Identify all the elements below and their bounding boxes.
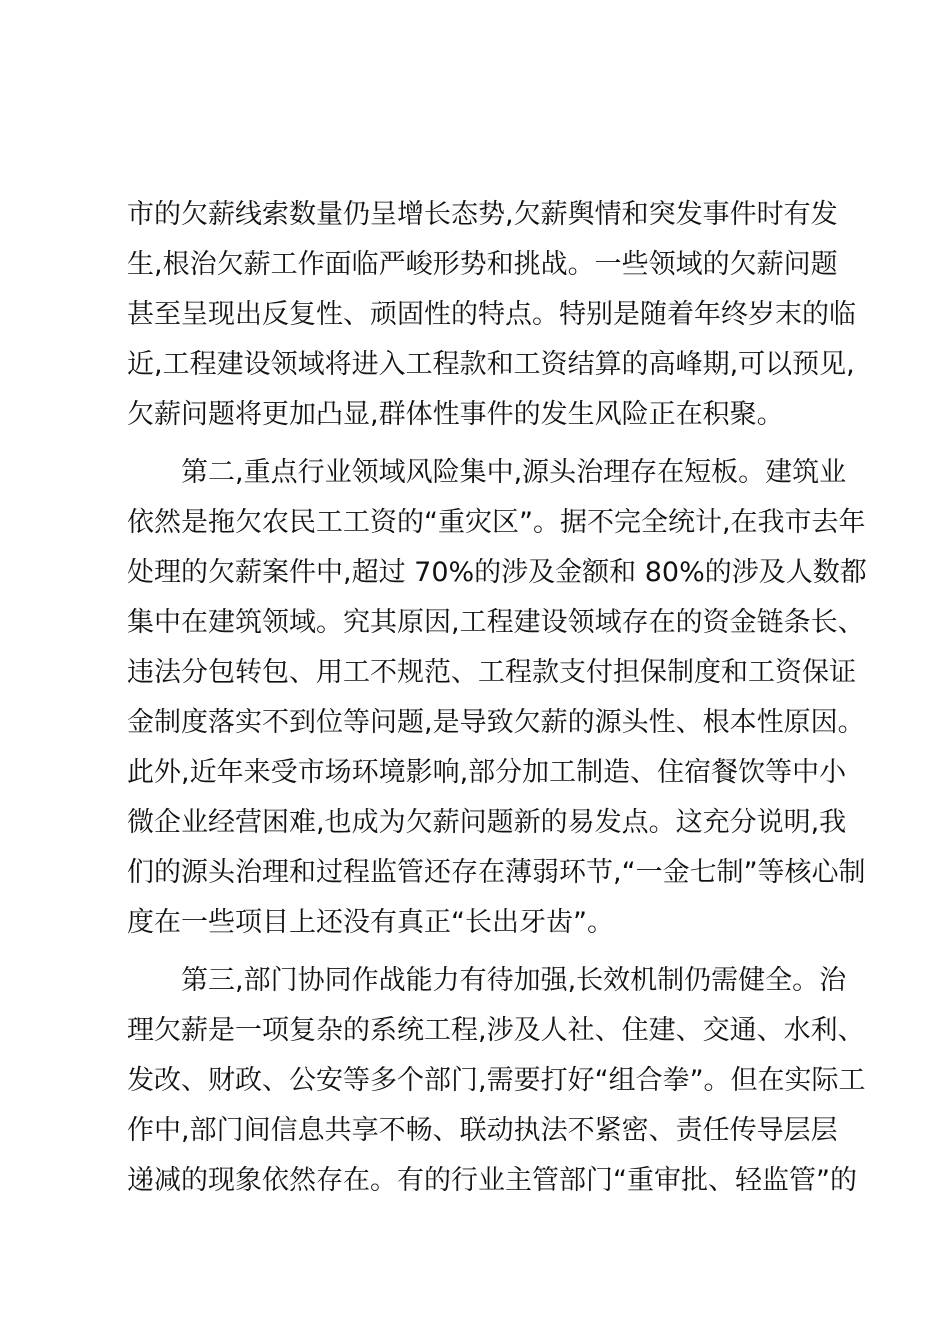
text-line: 金制度落实不到位等问题,是导致欠薪的源头性、根本性原因。 bbox=[127, 707, 865, 738]
text-line: 第二,重点行业领域风险集中,源头治理存在短板。建筑业 bbox=[181, 457, 847, 488]
text-line: 们的源头治理和过程监管还存在薄弱环节,“一金七制”等核心制 bbox=[127, 857, 866, 888]
text-line: 第三,部门协同作战能力有待加强,长效机制仍需健全。治 bbox=[181, 965, 847, 996]
paragraph-3 bbox=[127, 956, 866, 1206]
document-body bbox=[127, 190, 867, 1214]
text-line: 依然是拖欠农民工工资的“重灾区”。据不完全统计,在我市去年 bbox=[127, 507, 866, 538]
text-line: 发改、财政、公安等多个部门,需要打好“组合拳”。但在实际工 bbox=[127, 1065, 866, 1096]
text-line: 度在一些项目上还没有真正“长出牙齿”。 bbox=[127, 907, 614, 938]
text-line: 甚至呈现出反复性、顽固性的特点。特别是随着年终岁末的临 bbox=[127, 299, 856, 330]
text-line: 作中,部门间信息共享不畅、联动执法不紧密、责任传导层层 bbox=[127, 1115, 838, 1146]
text-line: 近,工程建设领域将进入工程款和工资结算的高峰期,可以预见, bbox=[127, 349, 855, 380]
text-line: 生,根治欠薪工作面临严峻形势和挑战。一些领域的欠薪问题 bbox=[127, 249, 838, 280]
text-line: 欠薪问题将更加凸显,群体性事件的发生风险正在积聚。 bbox=[127, 399, 784, 430]
paragraph-1 bbox=[127, 190, 856, 440]
text-line: 微企业经营困难,也成为欠薪问题新的易发点。这充分说明,我 bbox=[127, 807, 847, 838]
text-line: 递减的现象依然存在。有的行业主管部门“重审批、轻监管”的 bbox=[127, 1165, 857, 1196]
paragraph-2 bbox=[127, 448, 867, 948]
text-line: 理欠薪是一项复杂的系统工程,涉及人社、住建、交通、水利、 bbox=[127, 1015, 865, 1046]
text-line: 处理的欠薪案件中,超过 70%的涉及金额和 80%的涉及人数都 bbox=[127, 557, 867, 588]
text-line: 违法分包转包、用工不规范、工程款支付担保制度和工资保证 bbox=[127, 657, 856, 688]
text-line: 集中在建筑领域。究其原因,工程建设领域存在的资金链条长、 bbox=[127, 607, 865, 638]
text-line: 此外,近年来受市场环境影响,部分加工制造、住宿餐饮等中小 bbox=[127, 757, 847, 788]
text-line: 市的欠薪线索数量仍呈增长态势,欠薪舆情和突发事件时有发 bbox=[127, 199, 838, 230]
